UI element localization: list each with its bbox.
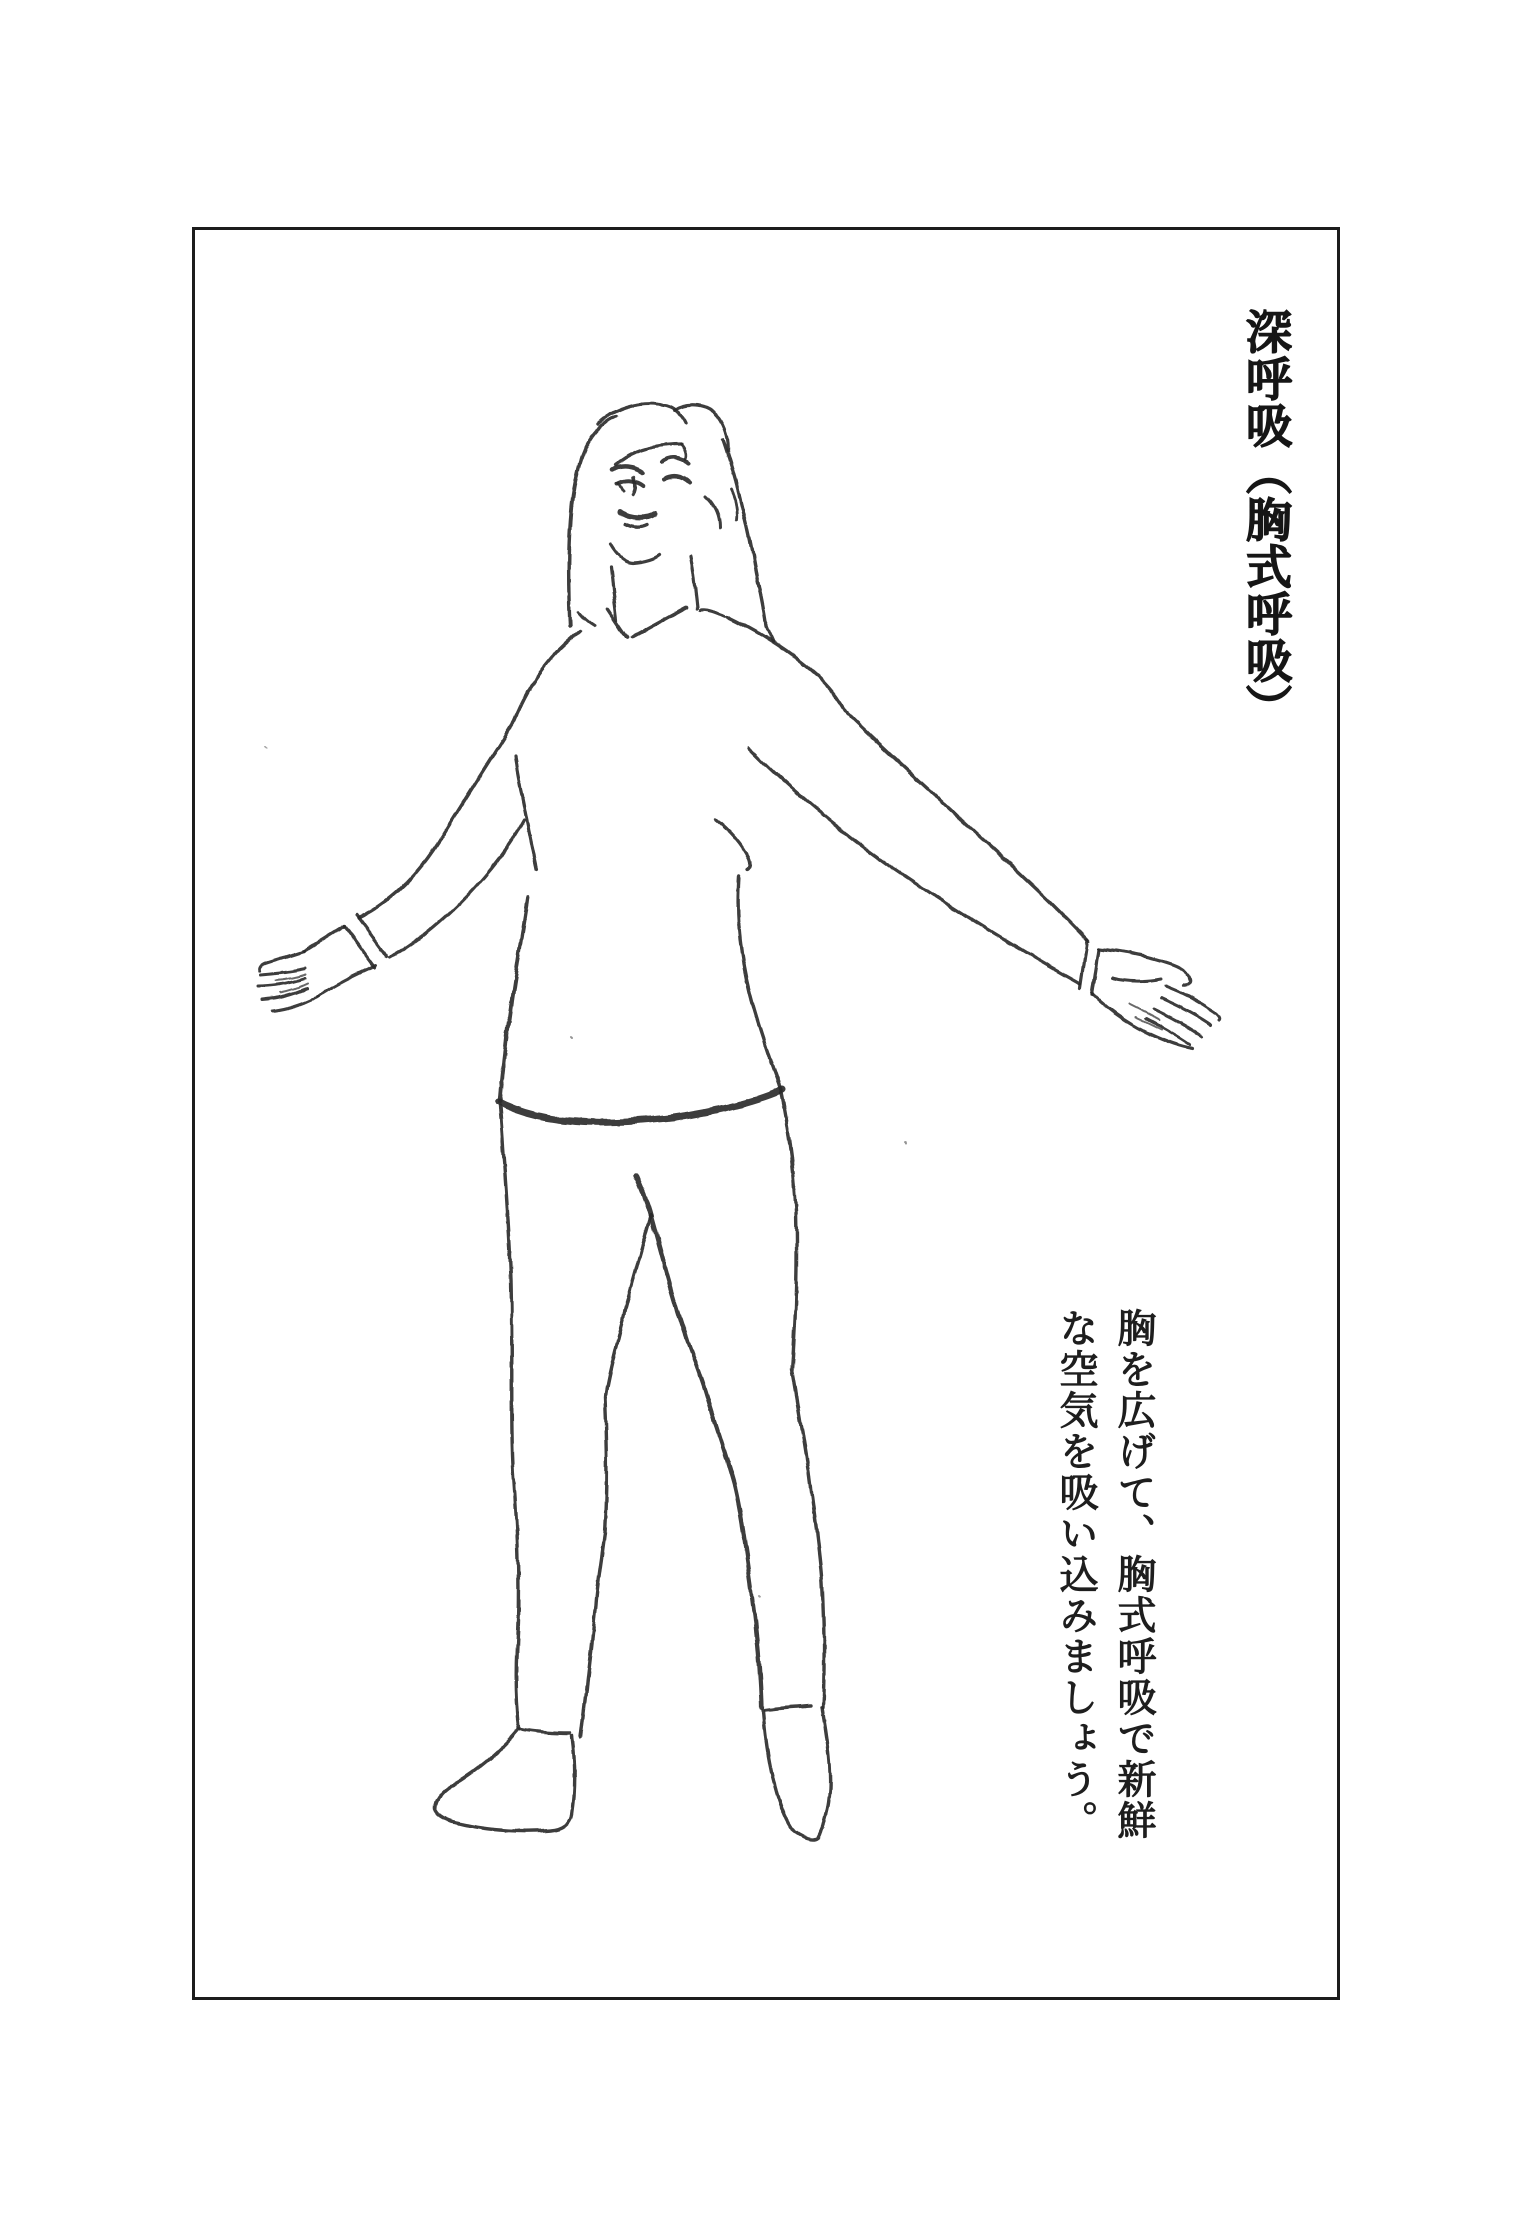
instruction-line-1: 胸を広げて、胸式呼吸で新鮮 bbox=[1112, 1308, 1155, 1841]
collar-left-small bbox=[578, 612, 594, 626]
right-arm-lower bbox=[749, 748, 1080, 984]
hair-right-edge bbox=[723, 440, 773, 642]
torso-left-side bbox=[500, 898, 528, 1102]
hair-fringe bbox=[616, 444, 681, 465]
hair-left-edge bbox=[569, 417, 615, 626]
pants-right-inner bbox=[651, 1216, 762, 1708]
right-hand-finger3 bbox=[1154, 1009, 1203, 1037]
right-cuff-edge1 bbox=[1080, 940, 1087, 988]
speck-3 bbox=[265, 747, 266, 748]
nose-line bbox=[633, 477, 635, 496]
instruction-line-2: な空気を吸い込みましょう。 bbox=[1054, 1308, 1097, 1841]
pants-left-inner bbox=[581, 1216, 651, 1738]
hair-strand-right bbox=[731, 490, 737, 521]
left-hand-finger4 bbox=[262, 989, 306, 1000]
right-hand-finger2 bbox=[1161, 998, 1211, 1025]
speck-4 bbox=[760, 1595, 761, 1596]
right-eye-closed bbox=[663, 476, 690, 483]
hair-top bbox=[598, 404, 686, 424]
right-foot-outline bbox=[763, 1708, 830, 1839]
pants-right-outer bbox=[781, 1093, 824, 1708]
hair-fringe-tip bbox=[681, 444, 686, 460]
mouth-lower bbox=[625, 524, 647, 527]
left-hand-finger1 bbox=[260, 951, 304, 971]
collar-right-edge bbox=[700, 610, 724, 616]
left-bust-line bbox=[515, 757, 537, 869]
collar-opening bbox=[632, 607, 687, 637]
left-hand-back bbox=[304, 926, 344, 951]
right-eyebrow bbox=[661, 458, 688, 464]
hair-strand-cheek bbox=[706, 497, 720, 528]
left-foot-outline bbox=[435, 1729, 575, 1831]
jaw-chin bbox=[611, 545, 660, 563]
left-hand-finger2 bbox=[261, 969, 305, 975]
left-ankle-line bbox=[521, 1729, 570, 1733]
mouth-upper bbox=[619, 512, 655, 518]
left-shoulder-arm-outer bbox=[358, 631, 580, 918]
left-arm-inner bbox=[390, 820, 524, 958]
right-bust-hook bbox=[715, 819, 750, 870]
left-eyebrow bbox=[613, 466, 643, 472]
neck-left bbox=[611, 568, 617, 619]
right-ankle-line bbox=[765, 1706, 811, 1710]
torso-right-side bbox=[738, 876, 781, 1091]
speck-2 bbox=[905, 1142, 906, 1143]
pants-left-outer bbox=[500, 1106, 519, 1727]
right-hand-shade1 bbox=[1130, 1005, 1159, 1020]
left-hand-palm-edge bbox=[317, 966, 376, 997]
right-hand-curl bbox=[1112, 978, 1161, 981]
neck-right bbox=[690, 555, 697, 608]
shirt-hem bbox=[499, 1090, 782, 1122]
crotch-stub bbox=[636, 1176, 651, 1216]
instruction-text bbox=[1046, 1308, 1162, 1868]
right-cuff-edge2 bbox=[1092, 949, 1099, 995]
left-eye-closed bbox=[617, 481, 644, 486]
page-title: 深呼吸（胸式呼吸） bbox=[1240, 308, 1292, 731]
speck-1 bbox=[570, 1037, 571, 1038]
